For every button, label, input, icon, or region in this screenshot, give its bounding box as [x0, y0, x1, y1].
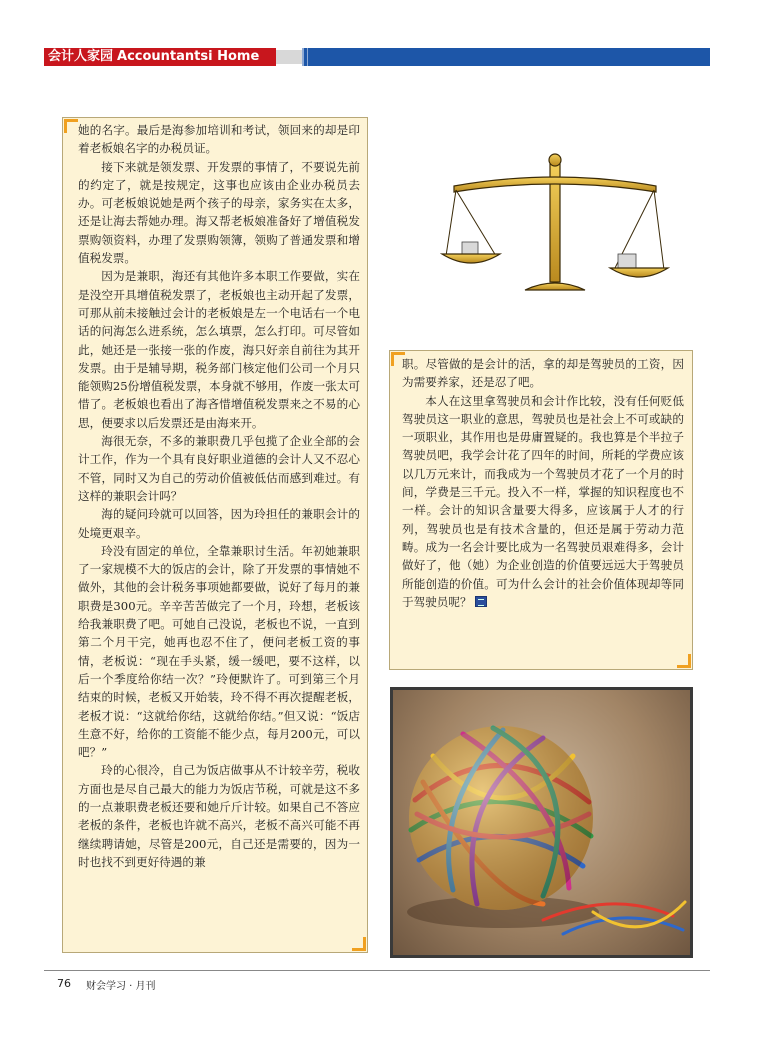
paragraph: 职。尽管做的是会计的活，拿的却是驾驶员的工资，因为需要养家，还是忍了吧。 — [402, 357, 684, 390]
column-banner — [44, 48, 710, 66]
paragraph-text: 本人在这里拿驾驶员和会计作比较，没有任何贬低驾驶员这一职业的意思，驾驶员也是社会上不可或缺的一项职业，其作用也是毋庸置疑的。我也算是个半拉子驾驶员吧，我学会计花了四年的时间，所耗的学费应该以几万元来计，而我成为一个驾驶员才花了一个月的时间，学费是三千元。投入不一样，掌握的知识程度也不一样。会计的知识含量要大得多，应该属于人才的行列，驾驶员也是有技术含量的，但还是属于劳动力范畴。成为一名会计要比成为一名驾驶员艰难得多，会计做好了，他（她）为企业创造的价值要远远大于驾驶员所能创造的价值。可为什么会计的社会价值体现却等同于驾驶员呢？ — [402, 393, 684, 609]
paragraph: 海很无奈，不多的兼职费几乎包揽了企业全部的会计工作，作为一个具有良好职业道德的会计人又不忍心不管，同时又为自己的劳动价值被低估而感到难过。有这样的兼职会计吗？ — [78, 434, 360, 503]
banner-divider — [276, 50, 302, 64]
article-left-column — [78, 121, 360, 871]
rubber-band-ball-icon — [393, 690, 690, 955]
paragraph: 她的名字。最后是海参加培训和考试，领回来的却是印着老板娘名字的办税员证。 — [78, 123, 360, 156]
column-title-cn: 会计人家园 — [48, 49, 114, 64]
paragraph: 接下来就是领发票、开发票的事情了，不要说先前的约定了，就是按规定，这事也应该由企业办税员去办。可老板娘说她是两个孩子的母亲，家务实在太多，还是让海去帮她办理。海又帮老板娘准备好了增值税发票购领资料，办理了发票购领簿，领购了普通发票和增值税发票。 — [78, 159, 360, 266]
rubber-band-ball-photo — [390, 687, 693, 958]
column-title-en: Accountantsi Home — [117, 49, 260, 64]
page-number: 76 — [57, 977, 71, 990]
paragraph: 玲没有固定的单位，全靠兼职讨生活。年初她兼职了一家规模不大的饭店的会计，除了开发票的事情她不做外，其他的会计税务事项她都要做，说好了每月的兼职费是300元。辛辛苦苦做完了一个月，玲想，老板该给我兼职费了吧。可她自己没说，老板也不说，一直到第二个月干完，她再也忍不住了，便问老板工资的事情，老板说：“现在手头紧，缓一缓吧，要不这样，以后一个季度给你结一次？”玲便默许了。可到第三个月结束的时候，老板又开始装，玲不得不再次提醒老板，老板才说：“这就给你结，这就给你结。”但又说：“饭店生意不好，给你的工资能不能少点，每月200元，可以吧？” — [78, 543, 360, 760]
corner-mark-icon — [64, 119, 78, 133]
banner-bar — [302, 48, 710, 66]
column-title — [44, 48, 276, 66]
paragraph — [402, 392, 684, 612]
balance-scale-icon — [440, 150, 670, 300]
journal-name: 财会学习 · 月刊 — [86, 981, 156, 992]
article-right-column — [402, 355, 684, 611]
paragraph: 海的疑问玲就可以回答，因为玲担任的兼职会计的处境更艰辛。 — [78, 507, 360, 540]
footer-divider — [44, 970, 710, 971]
paragraph: 玲的心很冷，自己为饭店做事从不计较辛劳，税收方面也是尽自己最大的能力为饭店节税，可就是这不多的一点兼职费老板还要和她斤斤计较。如果自己不答应老板的条件，老板也许就不高兴，老板不高兴可能不再继续聘请她，尽管是200元，自己还是需要的，因为一时也找不到更好待遇的兼 — [78, 763, 360, 869]
corner-mark-icon — [352, 937, 366, 951]
end-mark-icon — [475, 596, 487, 607]
paragraph: 因为是兼职，海还有其他许多本职工作要做，实在是没空开具增值税发票了，老板娘也主动开起了发票，可那从前未接触过会计的老板娘是左一个电话右一个电话的问海怎么进系统，怎么填票，怎么打印。可尽管如此，她还是一张接一张的作废，海只好亲自前往为其开发票。由于是辅导期，税务部门核定他们公司一个月只能领购25份增值税发票，本身就不够用，作废一张太可惜了。老板娘也看出了海吝惜增值税发票来之不易的心思，便要求以后发票还是由海来开。 — [78, 269, 360, 430]
corner-mark-icon — [677, 654, 691, 668]
